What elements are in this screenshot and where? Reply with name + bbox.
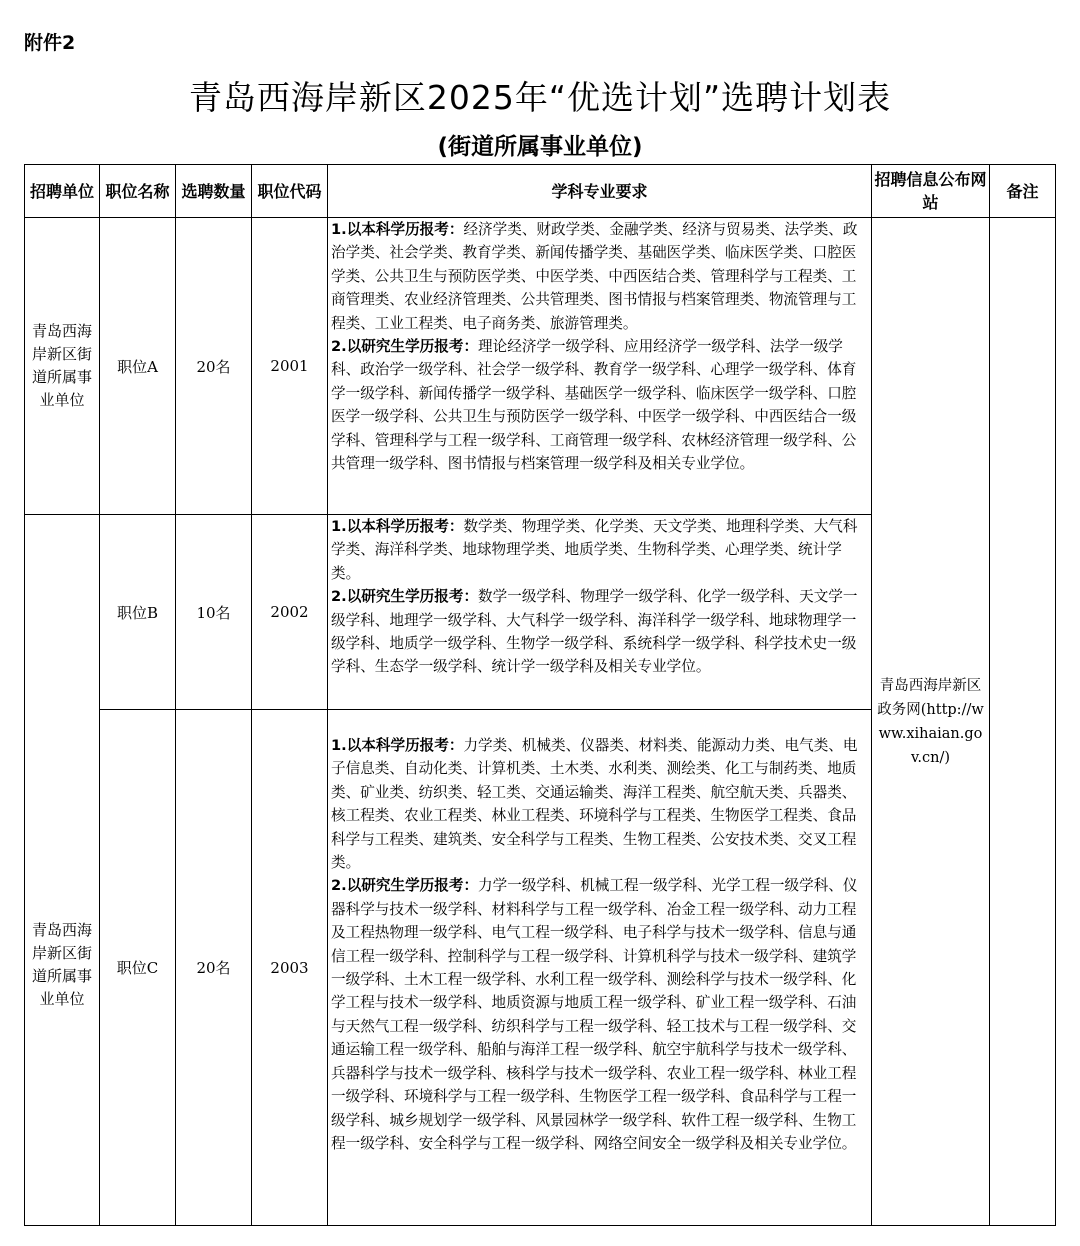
page-subtitle: (街道所属事业单位)	[437, 134, 643, 160]
recruitment-plan-table	[24, 164, 1056, 1226]
undergrad-requirement	[331, 515, 867, 585]
grad-text: 理论经济学一级学科、应用经济学一级学科、法学一级学科、政治学一级学科、社会学一级学科、教育学一级学科、心理学一级学科、体育学一级学科、新闻传播学一级学科、基础医学一级学科、临床医学一级学科、口腔医学一级学科、公共卫生与预防医学一级学科、中医学一级学科、中西医结合一级学科、管理科学与工程一级学科、工商管理一级学科、农林经济管理一级学科、公共管理一级学科、图书情报与档案管理一级学科及相关专业学位。	[331, 338, 857, 473]
grad-label: 2.以研究生学历报考：	[331, 877, 479, 895]
header-count: 选聘数量	[176, 165, 252, 218]
grad-label: 2.以研究生学历报考：	[331, 338, 479, 356]
header-requirements: 学科专业要求	[328, 165, 872, 218]
table-header-row	[25, 165, 1056, 218]
unit-cell: 青岛西海岸新区街道所属事业单位	[25, 515, 100, 1226]
website-cell: 青岛西海岸新区政务网(http://www.xihaian.gov.cn/)	[872, 218, 990, 1226]
undergrad-label: 1.以本科学历报考：	[331, 518, 464, 535]
header-website: 招聘信息公布网站	[872, 165, 990, 218]
requirements-cell	[328, 218, 872, 515]
header-code: 职位代码	[252, 165, 328, 218]
page-title: 青岛西海岸新区2025年“优选计划”选聘计划表	[188, 78, 892, 117]
undergrad-requirement	[331, 734, 867, 874]
count-cell: 10名	[176, 515, 252, 710]
attachment-label: 附件2	[24, 32, 76, 54]
code-cell: 2002	[252, 515, 328, 710]
undergrad-text: 数学类、物理学类、化学类、天文学类、地理科学类、大气科学类、海洋科学类、地球物理学类、地质学类、生物科学类、心理学类、统计学类。	[331, 518, 858, 582]
position-cell: 职位A	[100, 218, 176, 515]
unit-cell: 青岛西海岸新区街道所属事业单位	[25, 218, 100, 515]
code-cell: 2003	[252, 710, 328, 1226]
grad-requirement	[331, 335, 867, 475]
undergrad-text: 力学类、机械类、仪器类、材料类、能源动力类、电气类、电子信息类、自动化类、计算机类、土木类、水利类、测绘类、化工与制药类、地质类、矿业类、纺织类、轻工类、交通运输类、海洋工程类、航空航天类、兵器类、核工程类、农业工程类、林业工程类、环境科学与工程类、生物医学工程类、食品科学与工程类、建筑类、安全科学与工程类、生物工程类、公安技术类、交叉工程类。	[331, 737, 858, 872]
grad-text: 力学一级学科、机械工程一级学科、光学工程一级学科、仪器科学与技术一级学科、材料科学与工程一级学科、冶金工程一级学科、动力工程及工程热物理一级学科、电气工程一级学科、电子科学与技术一级学科、信息与通信工程一级学科、控制科学与工程一级学科、计算机科学与技术一级学科、建筑学一级学科、土木工程一级学科、水利工程一级学科、测绘科学与技术一级学科、化学工程与技术一级学科、地质资源与地质工程一级学科、矿业工程一级学科、石油与天然气工程一级学科、纺织科学与工程一级学科、轻工技术与工程一级学科、交通运输工程一级学科、船舶与海洋工程一级学科、航空宇航科学与技术一级学科、兵器科学与技术一级学科、核科学与技术一级学科、农业工程一级学科、林业工程一级学科、环境科学与工程一级学科、生物医学工程一级学科、食品科学与工程一级学科、城乡规划学一级学科、风景园林学一级学科、软件工程一级学科、生物工程一级学科、安全科学与工程一级学科、网络空间安全一级学科及相关专业学位。	[331, 877, 858, 1152]
requirements-cell	[328, 710, 872, 1226]
undergrad-text: 经济学类、财政学类、金融学类、经济与贸易类、法学类、政治学类、社会学类、教育学类、新闻传播学类、基础医学类、临床医学类、口腔医学类、公共卫生与预防医学类、中医学类、中西医结合类、管理科学与工程类、工商管理类、农业经济管理类、公共管理类、图书情报与档案管理类、物流管理与工程类、工业工程类、电子商务类、旅游管理类。	[331, 221, 858, 332]
header-unit: 招聘单位	[25, 165, 100, 218]
header-position: 职位名称	[100, 165, 176, 218]
requirements-cell	[328, 515, 872, 710]
count-cell: 20名	[176, 710, 252, 1226]
table-row	[25, 218, 1056, 515]
grad-requirement	[331, 874, 867, 1155]
code-cell: 2001	[252, 218, 328, 515]
grad-label: 2.以研究生学历报考：	[331, 588, 479, 606]
header-remarks: 备注	[990, 165, 1056, 218]
count-cell: 20名	[176, 218, 252, 515]
position-cell: 职位C	[100, 710, 176, 1226]
grad-requirement	[331, 585, 867, 679]
undergrad-label: 1.以本科学历报考：	[331, 221, 464, 238]
remarks-cell	[990, 218, 1056, 1226]
position-cell: 职位B	[100, 515, 176, 710]
undergrad-label: 1.以本科学历报考：	[331, 737, 464, 754]
undergrad-requirement	[331, 218, 867, 335]
grad-text: 数学一级学科、物理学一级学科、化学一级学科、天文学一级学科、地理学一级学科、大气科学一级学科、海洋科学一级学科、地球物理学一级学科、地质学一级学科、生物学一级学科、系统科学一级学科、科学技术史一级学科、生态学一级学科、统计学一级学科及相关专业学位。	[331, 588, 858, 676]
